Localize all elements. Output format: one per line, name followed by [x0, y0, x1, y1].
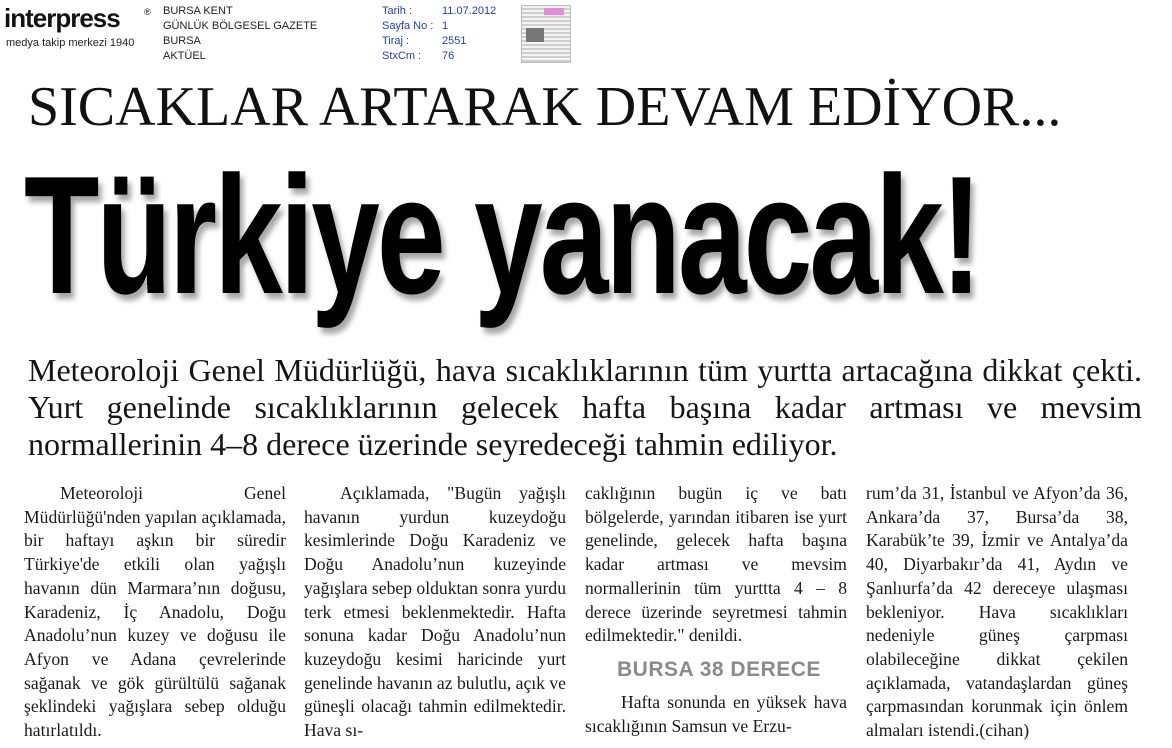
- column-3-text-b: Hafta sonunda en yüksek hava sıcaklığının Samsun ve Erzu-: [585, 691, 847, 736]
- logo-tagline: medya takip merkezi 1940: [6, 37, 135, 49]
- article-lead: Meteoroloji Genel Müdürlüğü, hava sıcaklıklarının tüm yurtta artacağına dikkat çekti. Yurt genelinde sıcaklıklarının gelecek hafta başına kadar artması ve mevsim normallerinin 4–8 derece üzerinde seyredeceği tahmin ediliyor.: [28, 352, 1142, 462]
- publication-name: BURSA KENT: [163, 5, 233, 17]
- clipping-meta: [382, 4, 496, 64]
- page-thumbnail[interactable]: [521, 5, 571, 63]
- meta-stxcm-label: StxCm :: [382, 50, 422, 62]
- meta-circulation-value: 2551: [442, 35, 467, 47]
- article-column-4: [866, 482, 1128, 743]
- subheading-bursa: BURSA 38 DERECE: [617, 657, 821, 681]
- meta-date-label: Tarih :: [382, 5, 412, 17]
- column-3-text-a: caklığının bugün iç ve batı bölgelerde, yarından itibaren ise yurt genelinde, gelecek hafta başına kadar artması ve mevsim normallerinin tüm yurttta 4 – 8 derece üzerinde seyretmesi tahmin edilmektedir." denildi.: [585, 483, 847, 646]
- meta-page-value: 1: [442, 20, 449, 32]
- meta-circulation-row: [382, 34, 496, 49]
- meta-circulation-label: Tiraj :: [382, 35, 410, 47]
- column-4-text: rum’da 31, İstanbul ve Afyon’da 36, Ankara’da 37, Bursa’da 38, Karabük’te 39, İzmir ve Antalya’da 40, Diyarbakır’da 41, Aydın ve Şanlıurfa’da 42 dereceye ulaşması bekleniyor. Hava sıcaklıkları nedeniyle güneş çarpması olabileceğine dikkat çekilen açıklamada, vatandaşlardan güneş çarpmasından korunmak için önlem almaları istendi.(cihan): [866, 483, 1128, 741]
- column-2-text: Açıklamada, "Bugün yağışlı havanın yurdun kuzeydoğu kesimlerinde Doğu Karadeniz ve Doğu Anadolu’nun kuzeyinde yağışlara sebep olduktan sonra yurdu terk etmesi beklenmektedir. Hafta sonuna kadar Doğu Anadolu’nun kuzeydoğu kesimi haricinde yurt genelinde havanın az bulutlu, açık ve güneşli olacağı tahmin edilmektedir. Hava sı-: [304, 483, 566, 741]
- logo-registered-mark: ®: [144, 7, 151, 17]
- thumbnail-highlight: [544, 8, 564, 15]
- publication-type: GÜNLÜK BÖLGESEL GAZETE: [163, 20, 318, 32]
- thumbnail-photo-block: [526, 28, 544, 42]
- meta-page-row: [382, 19, 496, 34]
- meta-stxcm-row: [382, 49, 496, 64]
- article-column-2: [304, 482, 566, 743]
- publication-city: BURSA: [163, 35, 201, 47]
- logo-brand: interpress: [4, 3, 120, 33]
- meta-date-row: [382, 4, 496, 19]
- interpress-logo: [4, 3, 154, 49]
- meta-date-value: 11.07.2012: [442, 5, 497, 17]
- column-1-text: Meteoroloji Genel Müdürlüğü'nden yapılan açıklamada, bir haftayı aşkın bir süredir Türkiye'de etkili olan yağışlı havanın dün Marmara’nın doğusu, Karadeniz, İç Anadolu, Doğu Anadolu’nun kuzey ve doğusu ile Afyon ve Adana çevrelerinde sağanak ve gök gürültülü sağanak şeklindeki yağışlara sebep olduğu hatırlatıldı.: [24, 483, 286, 741]
- article-column-3: [585, 482, 847, 738]
- publication-info: [163, 4, 317, 64]
- meta-page-label: Sayfa No :: [382, 20, 434, 32]
- publication-section: AKTÜEL: [163, 50, 206, 62]
- meta-stxcm-value: 76: [442, 50, 455, 62]
- article-column-1: [24, 482, 286, 743]
- article-kicker: SICAKLAR ARTARAK DEVAM EDİYOR...: [28, 76, 1062, 138]
- article-headline: Türkiye yanacak!: [24, 141, 980, 329]
- clipping-header: [0, 0, 1172, 66]
